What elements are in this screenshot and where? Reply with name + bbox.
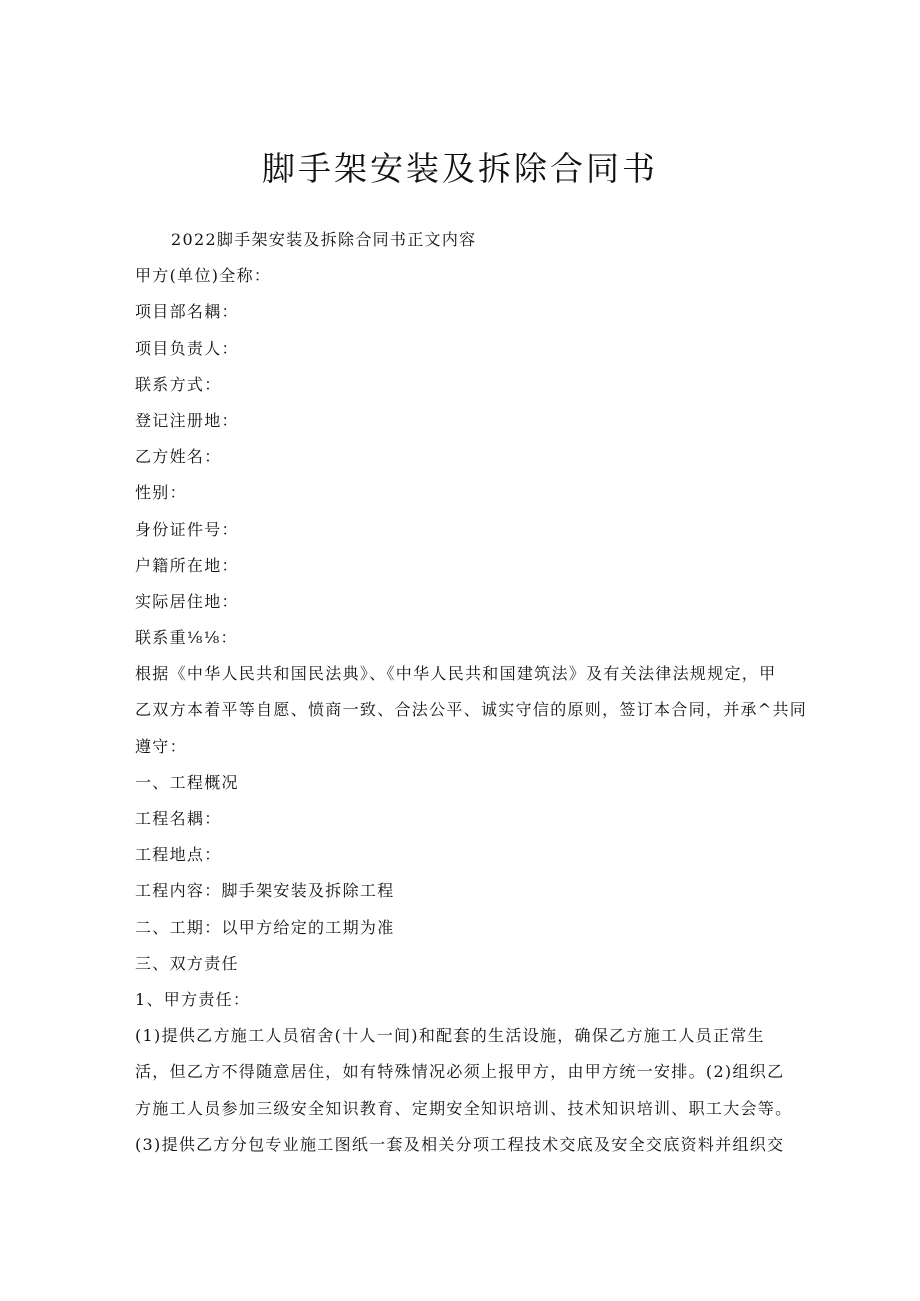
responsibility-text-line: (3)提供乙方分包专业施工图纸一套及相关分项工程技术交底及安全交底资料并组织交: [135, 1134, 785, 1154]
document-title: 脚手架安装及拆除合同书: [262, 149, 658, 188]
contract-subtitle: 2022脚手架安装及拆除合同书正文内容: [171, 230, 477, 249]
project-name-field: 工程名耦：: [135, 809, 222, 828]
party-a-full-name-field: 甲方(单位)全称：: [135, 266, 272, 286]
section-heading-responsibilities: 三、双方责任: [135, 953, 239, 973]
preamble-line: 根据《中华人民共和国民法典》、《中华人民共和国建筑法》及有关法律法规规定，甲: [135, 664, 777, 684]
project-manager-field: 项目负责人：: [135, 338, 239, 358]
party-b-name-field: 乙方姓名：: [135, 447, 222, 467]
party-b-contact-field: 联系重⅛⅛：: [135, 628, 238, 648]
residence-field: 实际居住地：: [135, 591, 239, 611]
responsibility-text-line: (1)提供乙方施工人员宿舍(十人一间)和配套的生活设施，确保乙方施工人员正常生: [135, 1026, 765, 1046]
preamble-line: 遵守：: [135, 736, 187, 756]
party-a-contact-field: 联系方式：: [135, 374, 222, 394]
responsibility-text-line: 方施工人员参加三级安全知识教育、定期安全知识培训、技术知识培训、职工大会等。: [135, 1098, 793, 1118]
responsibility-text-line: 活，但乙方不得随意居住，如有特殊情况必须上报甲方，由甲方统一安排。(2)组织乙: [135, 1062, 785, 1082]
preamble-line: 乙双方本着平等自愿、愤商一致、合法公平、诚实守信的原则，签订本合同，并承^共同: [135, 700, 808, 720]
subsection-party-a-responsibilities: 1、甲方责任：: [135, 989, 251, 1009]
document-body: [135, 226, 808, 1167]
section-heading-project-overview: 一、工程概况: [135, 772, 239, 792]
id-number-field: 身份证件号：: [135, 519, 239, 539]
project-content-field: 工程内容：脚手架安装及拆除工程: [135, 881, 395, 901]
section-heading-duration: 二、工期：以甲方给定的工期为准: [135, 917, 395, 937]
registered-address-field: 登记注册地：: [135, 410, 239, 430]
project-location-field: 工程地点：: [135, 845, 222, 865]
gender-field: 性别：: [135, 483, 187, 503]
project-department-name-field: 项目部名耦：: [135, 302, 239, 322]
household-registration-field: 户籍所在地：: [135, 555, 239, 575]
